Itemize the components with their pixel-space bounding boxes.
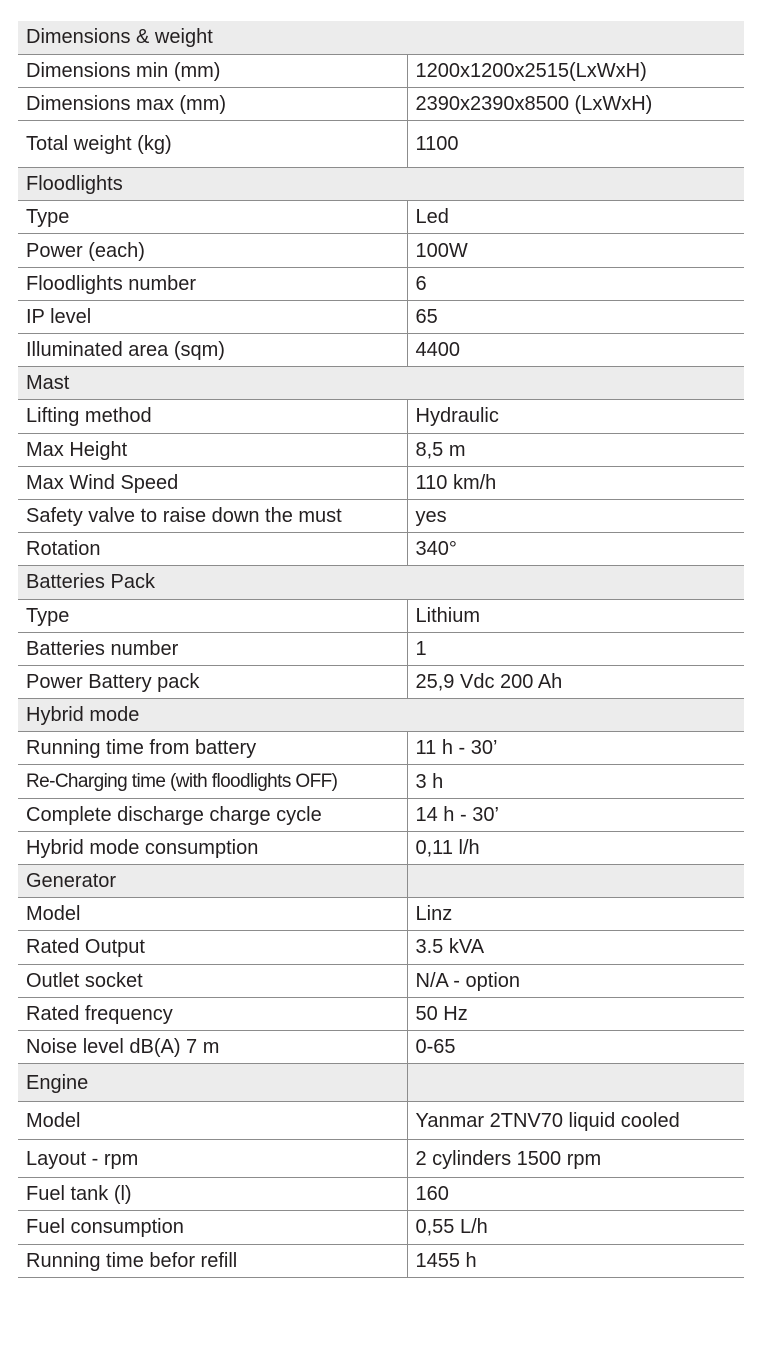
row-value: 1200x1200x2515(LxWxH) bbox=[407, 54, 744, 87]
section-title: Dimensions & weight bbox=[18, 21, 744, 54]
row-value: 2 cylinders 1500 rpm bbox=[407, 1140, 744, 1178]
row-value: 1 bbox=[407, 632, 744, 665]
row-label: Layout - rpm bbox=[18, 1140, 407, 1178]
section-title: Floodlights bbox=[18, 168, 744, 201]
table-row bbox=[18, 87, 744, 120]
row-value: 100W bbox=[407, 234, 744, 267]
row-value: 14 h - 30’ bbox=[407, 798, 744, 831]
row-value: Lithium bbox=[407, 599, 744, 632]
section-title: Generator bbox=[18, 865, 407, 898]
table-row bbox=[18, 334, 744, 367]
row-label: Type bbox=[18, 599, 407, 632]
row-label: Re-Charging time (with floodlights OFF) bbox=[18, 765, 407, 798]
table-row bbox=[18, 798, 744, 831]
table-row bbox=[18, 54, 744, 87]
row-label: IP level bbox=[18, 300, 407, 333]
section-header-dimensions bbox=[18, 21, 744, 54]
table-row bbox=[18, 831, 744, 864]
spec-table bbox=[18, 21, 744, 1278]
section-header-engine bbox=[18, 1064, 744, 1102]
table-row bbox=[18, 466, 744, 499]
table-row bbox=[18, 599, 744, 632]
table-row bbox=[18, 931, 744, 964]
table-row bbox=[18, 964, 744, 997]
row-label: Max Height bbox=[18, 433, 407, 466]
section-header-generator bbox=[18, 865, 744, 898]
section-header-hybrid bbox=[18, 699, 744, 732]
section-header-mast bbox=[18, 367, 744, 400]
table-row bbox=[18, 1244, 744, 1277]
section-header-batteries bbox=[18, 566, 744, 599]
row-value: 340° bbox=[407, 533, 744, 566]
row-label: Total weight (kg) bbox=[18, 121, 407, 168]
table-row bbox=[18, 499, 744, 532]
table-row bbox=[18, 732, 744, 765]
row-label: Fuel tank (l) bbox=[18, 1178, 407, 1211]
row-value: 0-65 bbox=[407, 1030, 744, 1063]
row-label: Max Wind Speed bbox=[18, 466, 407, 499]
row-label: Outlet socket bbox=[18, 964, 407, 997]
table-row bbox=[18, 665, 744, 698]
section-header-floodlights bbox=[18, 168, 744, 201]
row-label: Rated frequency bbox=[18, 997, 407, 1030]
row-value: Linz bbox=[407, 898, 744, 931]
row-value: 0,11 l/h bbox=[407, 831, 744, 864]
row-label: Noise level dB(A) 7 m bbox=[18, 1030, 407, 1063]
table-row bbox=[18, 1030, 744, 1063]
table-row bbox=[18, 765, 744, 798]
row-label: Floodlights number bbox=[18, 267, 407, 300]
row-value: 1455 h bbox=[407, 1244, 744, 1277]
row-label: Running time from battery bbox=[18, 732, 407, 765]
section-title: Mast bbox=[18, 367, 744, 400]
table-row bbox=[18, 1211, 744, 1244]
table-row bbox=[18, 898, 744, 931]
row-value: N/A - option bbox=[407, 964, 744, 997]
row-value: 160 bbox=[407, 1178, 744, 1211]
table-row bbox=[18, 433, 744, 466]
table-row bbox=[18, 533, 744, 566]
table-row bbox=[18, 400, 744, 433]
table-row bbox=[18, 267, 744, 300]
section-title: Hybrid mode bbox=[18, 699, 744, 732]
row-value: Hydraulic bbox=[407, 400, 744, 433]
row-value: yes bbox=[407, 499, 744, 532]
row-value: Yanmar 2TNV70 liquid cooled bbox=[407, 1102, 744, 1140]
table-row bbox=[18, 997, 744, 1030]
row-value: 4400 bbox=[407, 334, 744, 367]
row-value: 11 h - 30’ bbox=[407, 732, 744, 765]
row-label: Hybrid mode consumption bbox=[18, 831, 407, 864]
row-value: 3 h bbox=[407, 765, 744, 798]
row-value: Led bbox=[407, 201, 744, 234]
row-label: Illuminated area (sqm) bbox=[18, 334, 407, 367]
row-label: Model bbox=[18, 1102, 407, 1140]
row-value: 0,55 L/h bbox=[407, 1211, 744, 1244]
row-label: Dimensions min (mm) bbox=[18, 54, 407, 87]
row-value: 110 km/h bbox=[407, 466, 744, 499]
row-label: Dimensions max (mm) bbox=[18, 87, 407, 120]
table-row bbox=[18, 632, 744, 665]
section-empty-cell bbox=[407, 1064, 744, 1102]
row-value: 2390x2390x8500 (LxWxH) bbox=[407, 87, 744, 120]
table-row bbox=[18, 201, 744, 234]
row-value: 3.5 kVA bbox=[407, 931, 744, 964]
row-value: 65 bbox=[407, 300, 744, 333]
row-value: 1100 bbox=[407, 121, 744, 168]
row-value: 8,5 m bbox=[407, 433, 744, 466]
row-value: 25,9 Vdc 200 Ah bbox=[407, 665, 744, 698]
section-title: Batteries Pack bbox=[18, 566, 744, 599]
row-label: Complete discharge charge cycle bbox=[18, 798, 407, 831]
row-value: 6 bbox=[407, 267, 744, 300]
table-row bbox=[18, 1178, 744, 1211]
row-label: Power (each) bbox=[18, 234, 407, 267]
table-row bbox=[18, 1140, 744, 1178]
section-empty-cell bbox=[407, 865, 744, 898]
table-row bbox=[18, 234, 744, 267]
row-label: Type bbox=[18, 201, 407, 234]
row-label: Batteries number bbox=[18, 632, 407, 665]
row-label: Rotation bbox=[18, 533, 407, 566]
table-row bbox=[18, 300, 744, 333]
row-label: Power Battery pack bbox=[18, 665, 407, 698]
row-label: Safety valve to raise down the must bbox=[18, 499, 407, 532]
row-label: Rated Output bbox=[18, 931, 407, 964]
row-label: Fuel consumption bbox=[18, 1211, 407, 1244]
row-label: Model bbox=[18, 898, 407, 931]
table-row bbox=[18, 121, 744, 168]
row-label: Running time befor refill bbox=[18, 1244, 407, 1277]
table-row bbox=[18, 1102, 744, 1140]
row-label: Lifting method bbox=[18, 400, 407, 433]
section-title: Engine bbox=[18, 1064, 407, 1102]
row-value: 50 Hz bbox=[407, 997, 744, 1030]
